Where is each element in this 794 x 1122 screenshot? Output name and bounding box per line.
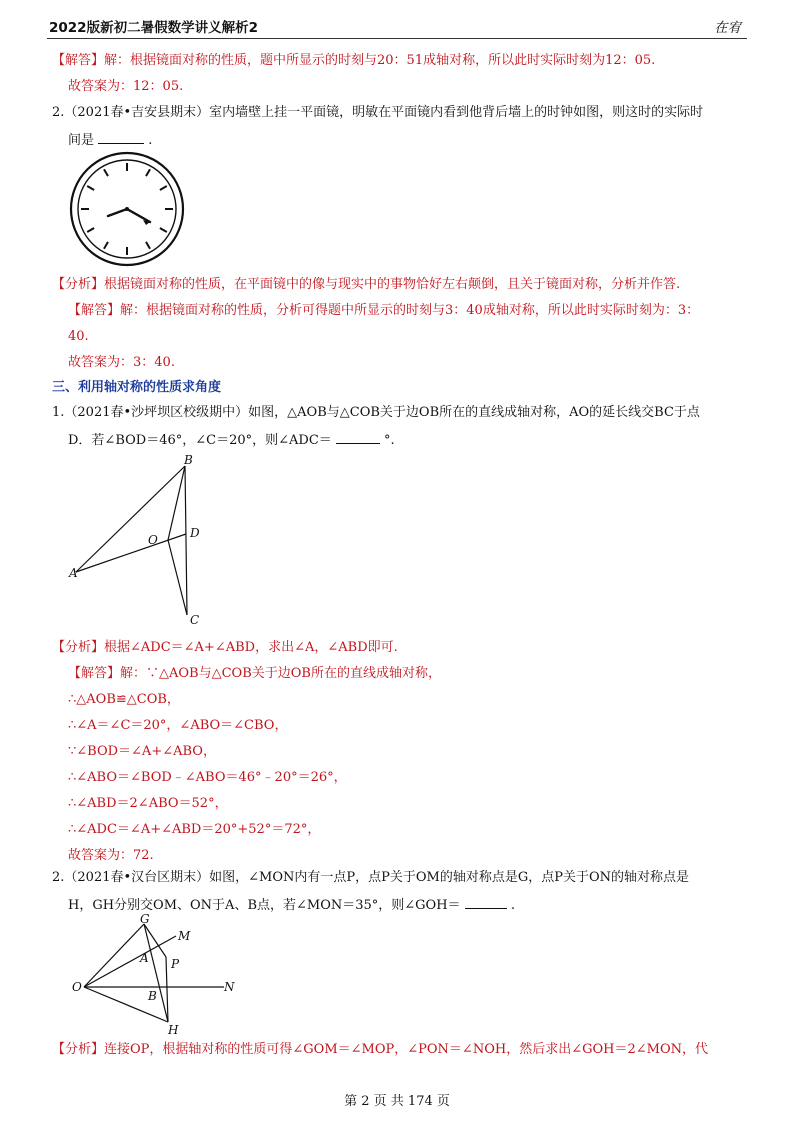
point-label-o: O — [148, 533, 158, 547]
point-label-m: M — [178, 929, 191, 943]
problem-2-text: 2.（2021春•汉台区期末）如图，∠MON内有一点P，点P关于OM的轴对称点是G，点P关于ON的轴对称点是 — [52, 870, 690, 885]
answer-blank — [98, 131, 144, 144]
section-heading: 三、利用轴对称的性质求角度 — [52, 380, 222, 395]
page-header — [47, 14, 747, 39]
solution-line: ∴∠ADC＝∠A+∠ABD＝20°+52°＝72°， — [68, 822, 321, 837]
question-2-text: 2.（2021春•吉安县期末）室内墙壁上挂一平面镜，明敏在平面镜内看到他背后墙上的时钟如图，则这时的实际时 — [52, 105, 704, 120]
triangle-figure — [60, 452, 220, 630]
point-label-a: A — [69, 566, 78, 580]
problem-1-text-cont: D．若∠BOD＝46°，∠C＝20°，则∠ADC＝ °. — [68, 433, 395, 448]
point-label-h: H — [168, 1023, 179, 1036]
point-label-n: N — [224, 980, 235, 994]
point-label-b: B — [184, 453, 193, 467]
point-label-b: B — [148, 989, 157, 1003]
page-footer: 第 2 页 共 174 页 — [344, 1094, 450, 1109]
point-label-g: G — [140, 912, 150, 926]
solution-line: 【解答】解：∵△AOB与△COB关于边OB所在的直线成轴对称， — [68, 666, 441, 681]
point-label-p: P — [171, 957, 180, 971]
clock-figure — [68, 150, 186, 268]
point-label-a: A — [140, 951, 149, 965]
point-label-d: D — [190, 526, 200, 540]
answer-line-cont: 40. — [68, 329, 89, 344]
solution-line: ∵∠BOD＝∠A+∠ABO， — [68, 744, 216, 759]
analysis-line: 【分析】根据∠ADC＝∠A+∠ABD，求出∠A，∠ABD即可. — [52, 640, 398, 655]
point-label-c: C — [190, 613, 200, 627]
answer-blank — [465, 896, 507, 909]
solution-line: ∴∠A＝∠C＝20°，∠ABO＝∠CBO， — [68, 718, 288, 733]
answer-line: 【解答】解：根据镜面对称的性质，分析可得题中所显示的时刻与3：40成轴对称，所以此时实际时刻为：3： — [68, 303, 700, 318]
answer-result: 故答案为：3：40. — [68, 355, 175, 370]
point-label-o: O — [72, 980, 82, 994]
angle-figure — [68, 912, 248, 1036]
analysis-line: 【分析】连接OP，根据轴对称的性质可得∠GOM＝∠MOP，∠PON＝∠NOH，然后求出∠GOH＝2∠MON，代 — [52, 1042, 708, 1057]
question-2-text-cont: 间是 . — [68, 133, 153, 148]
answer-result: 故答案为：12：05. — [68, 79, 184, 94]
problem-1-text: 1.（2021春•沙坪坝区校级期中）如图，△AOB与△COB关于边OB所在的直线成轴对称，AO的延长线交BC于点 — [52, 405, 700, 420]
answer-blank — [336, 431, 380, 444]
solution-line: ∴∠ABO＝∠BOD﹣∠ABO＝46°﹣20°＝26°， — [68, 770, 347, 785]
analysis-line: 【分析】根据镜面对称的性质，在平面镜中的像与现实中的事物恰好左右颠倒，且关于镜面对称，分析并作答. — [52, 277, 681, 292]
header-title: 2022版新初二暑假数学讲义解析2 — [49, 20, 258, 36]
answer-line: 【解答】解：根据镜面对称的性质，题中所显示的时刻与20：51成轴对称，所以此时实际时刻为12：05. — [52, 53, 656, 68]
header-author: 在宥 — [714, 20, 741, 36]
solution-line: ∴∠ABD＝2∠ABO＝52°， — [68, 796, 228, 811]
answer-result: 故答案为：72. — [68, 848, 154, 863]
clock-hands — [108, 209, 150, 222]
problem-2-text-cont: H，GH分别交OM、ON于A、B点，若∠MON＝35°，则∠GOH＝ . — [68, 898, 515, 913]
solution-line: ∴△AOB≌△COB， — [68, 692, 180, 707]
